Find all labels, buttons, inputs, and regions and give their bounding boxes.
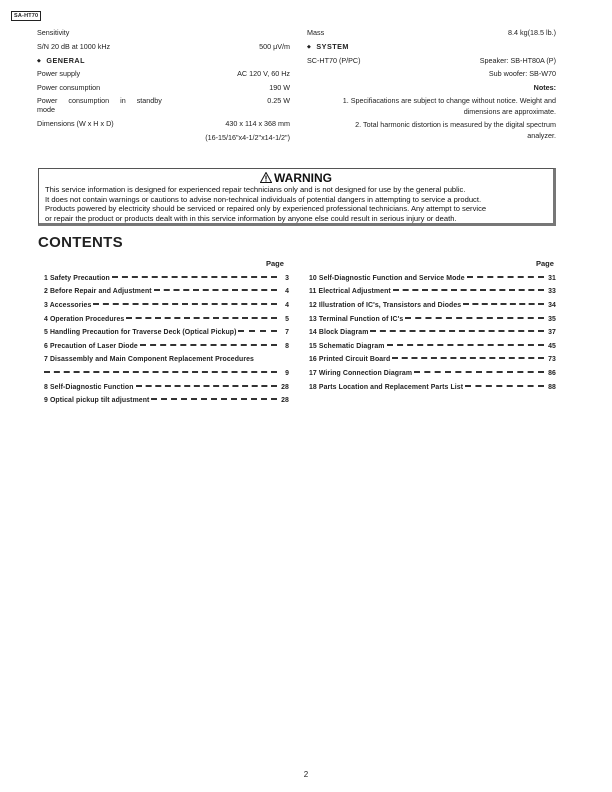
section-title: SYSTEM: [316, 42, 349, 51]
warning-line: This service information is designed for experienced repair technicians only and is not designed for use by the general public.: [45, 185, 466, 194]
toc-item[interactable]: [309, 302, 556, 309]
note-1-line-1: 1. Specifiacations are subject to change without notice. Weight and: [342, 96, 556, 105]
warning-heading: [39, 171, 553, 185]
toc-item-label: 7 Disassembly and Main Component Replacement Procedures: [44, 356, 254, 363]
toc-item-continued[interactable]: [44, 370, 289, 377]
warning-line: It does not contain warnings or cautions to advise non-technical individuals of potential dangers in attempting to service a product.: [45, 194, 482, 204]
toc-item[interactable]: [309, 370, 556, 377]
spec-label: Power supply: [37, 69, 81, 78]
spec-row-power-supply: [37, 69, 290, 78]
toc-leader: [465, 385, 544, 387]
warning-line: or repair the product or products dealt with in this service information by anyone else could result in serious injury or death.: [45, 213, 457, 223]
spec-value: 430 x 114 x 368 mm: [225, 119, 290, 128]
spec-label: Power consumption: [37, 83, 101, 92]
spec-value: Speaker: SB-HT80A (P): [479, 56, 556, 65]
warning-triangle-icon: [260, 172, 272, 183]
toc-item-page: 37: [548, 329, 556, 336]
spec-label: Mass: [307, 28, 325, 37]
toc-item[interactable]: [309, 343, 556, 350]
bullet-icon: ◆: [307, 44, 312, 50]
toc-item-label: 8 Self-Diagnostic Function: [44, 384, 134, 391]
toc-item-label: 14 Block Diagram: [309, 329, 369, 336]
section-heading-general: [37, 56, 290, 65]
toc-item-page: 34: [548, 302, 556, 309]
toc-item-label: 1 Safety Precaution: [44, 275, 110, 282]
toc-leader: [126, 317, 277, 319]
toc-item-page: 9: [285, 370, 289, 377]
toc-item[interactable]: [309, 384, 556, 391]
notes-title: Notes:: [533, 83, 556, 92]
toc-leader: [414, 371, 544, 373]
toc-item-label: 12 Illustration of IC's, Transistors and Diodes: [309, 302, 462, 309]
toc-item-label: 17 Wiring Connection Diagram: [309, 370, 413, 377]
toc-item-page: 88: [548, 384, 556, 391]
section-heading-system: [307, 42, 556, 51]
note-1-line-2: dimensions are approximate.: [463, 107, 556, 116]
warning-text: [45, 185, 551, 223]
toc-item-page: 35: [548, 316, 556, 323]
warning-line: Products powered by electricity should be serviced or repaired only by experienced professional technicians. Any attempt to service: [45, 204, 487, 214]
toc-leader: [393, 289, 544, 291]
spec-value: 0.25 W: [267, 96, 290, 105]
toc-leader: [463, 303, 544, 305]
spec-label-continued: mode: [37, 105, 55, 114]
toc-item-label: 9 Optical pickup tilt adjustment: [44, 397, 150, 404]
toc-leader: [151, 398, 277, 400]
spec-value: 500 μV/m: [259, 42, 290, 51]
toc-item-label: 10 Self-Diagnostic Function and Service Mode: [309, 275, 465, 282]
toc-leader: [238, 330, 277, 332]
toc-item[interactable]: [44, 343, 289, 350]
toc-item-page: 3: [285, 275, 289, 282]
toc-item[interactable]: [44, 397, 289, 404]
toc-item-page: 4: [285, 288, 289, 295]
spec-label: Power consumption in standby: [37, 96, 162, 105]
toc-item-page: 7: [285, 329, 289, 336]
note-2-line-2: analyzer.: [527, 131, 556, 140]
toc-item[interactable]: [309, 329, 556, 336]
spec-row-subwoofer: [307, 69, 556, 78]
warning-title: WARNING: [274, 171, 332, 185]
page-column-heading-right: Page: [536, 259, 554, 268]
contents-title: CONTENTS: [38, 234, 123, 251]
spec-label: Dimensions (W x H x D): [37, 119, 114, 128]
toc-leader: [112, 276, 277, 278]
toc-item-page: 5: [285, 316, 289, 323]
toc-leader: [140, 344, 277, 346]
toc-item[interactable]: [44, 275, 289, 282]
spec-value: Sub woofer: SB-W70: [488, 69, 556, 78]
toc-item[interactable]: [44, 302, 289, 309]
toc-item[interactable]: [309, 288, 556, 295]
spec-row-sensitivity: [37, 28, 290, 37]
toc-item-page: 28: [281, 397, 289, 404]
toc-item[interactable]: [44, 329, 289, 336]
toc-leader: [136, 385, 277, 387]
spec-value-continued: (16-15/16"x4-1/2"x14-1/2"): [205, 133, 290, 142]
spec-row-dimensions: [37, 119, 290, 128]
toc-item[interactable]: [309, 356, 556, 363]
note-2-line-1: 2. Total harmonic distortion is measured by the digital spectrum: [355, 120, 556, 129]
toc-item-page: 86: [548, 370, 556, 377]
toc-leader: [154, 289, 277, 291]
spec-row-speaker: [307, 56, 556, 65]
page-column-heading-left: Page: [266, 259, 284, 268]
toc-item-page: 31: [548, 275, 556, 282]
spec-value: AC 120 V, 60 Hz: [237, 69, 290, 78]
spec-row-standby: [37, 96, 290, 105]
toc-item-label: 5 Handling Precaution for Traverse Deck (Optical Pickup): [44, 329, 237, 336]
toc-leader: [93, 303, 277, 305]
spec-label: S/N 20 dB at 1000 kHz: [37, 42, 111, 51]
spec-row-sn: [37, 42, 290, 51]
toc-leader: [392, 357, 544, 359]
toc-leader: [44, 371, 277, 373]
toc-item-label: 11 Electrical Adjustment: [309, 288, 391, 295]
toc-item-label: 15 Schematic Diagram: [309, 343, 385, 350]
toc-item-label: 6 Precaution of Laser Diode: [44, 343, 138, 350]
toc-item-label: 13 Terminal Function of IC's: [309, 316, 404, 323]
spec-value: 8.4 kg(18.5 lb.): [508, 28, 556, 37]
toc-item-page: 33: [548, 288, 556, 295]
toc-leader: [387, 344, 544, 346]
toc-item-page: 45: [548, 343, 556, 350]
toc-item-page: 4: [285, 302, 289, 309]
toc-item-page: 8: [285, 343, 289, 350]
toc-item[interactable]: [44, 356, 289, 363]
toc-item[interactable]: [309, 275, 556, 282]
toc-item-label: 18 Parts Location and Replacement Parts List: [309, 384, 464, 391]
spec-row-mass: [307, 28, 556, 37]
spec-row-power-consumption: [37, 83, 290, 92]
section-title: GENERAL: [46, 56, 86, 65]
toc-item-label: 2 Before Repair and Adjustment: [44, 288, 152, 295]
toc-leader: [405, 317, 544, 319]
model-tag: SA-HT70: [11, 11, 41, 21]
toc-item-page: 73: [548, 356, 556, 363]
toc-item-page: 28: [281, 384, 289, 391]
spec-label: Sensitivity: [37, 28, 70, 37]
warning-box: [38, 168, 556, 226]
toc-item-label: 3 Accessories: [44, 302, 92, 309]
toc-item[interactable]: [44, 316, 289, 323]
toc-leader: [370, 330, 544, 332]
toc-item[interactable]: [44, 384, 289, 391]
bullet-icon: ◆: [37, 58, 42, 64]
toc-item[interactable]: [44, 288, 289, 295]
spec-value: 190 W: [269, 83, 290, 92]
toc-leader: [467, 276, 544, 278]
page-number: 2: [303, 770, 309, 779]
toc-item-label: 16 Printed Circuit Board: [309, 356, 391, 363]
spec-label: SC-HT70 (P/PC): [307, 56, 361, 65]
toc-item-label: 4 Operation Procedures: [44, 316, 125, 323]
toc-item[interactable]: [309, 316, 556, 323]
